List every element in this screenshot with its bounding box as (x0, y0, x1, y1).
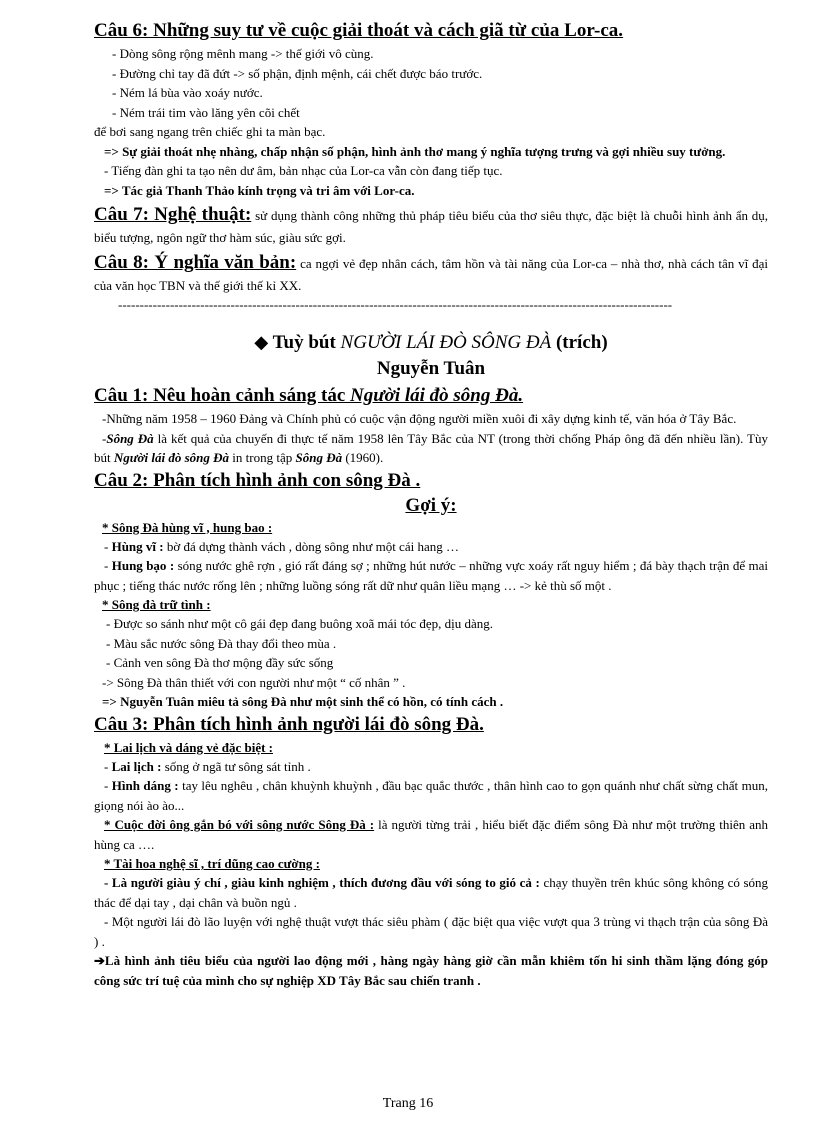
essay-title (94, 329, 768, 356)
q2-tru-tinh-2: - Màu sắc nước sông Đà thay đổi theo mùa . (106, 635, 337, 651)
q2-tru-tinh-4: -> Sông Đà thân thiết với con người như một “ cố nhân ” . (102, 674, 406, 690)
q1-p2-text-3: (1960). (342, 450, 384, 465)
q1-p2-work-title-3: Sông Đà (295, 450, 343, 465)
q6-conclusion-2: => Tác giả Thanh Thảo kính trọng và tri âm với Lor-ca. (104, 182, 415, 198)
q2-hint: Gợi ý: (405, 494, 457, 516)
essay-title-prefix: Tuỳ bút (268, 332, 341, 353)
q3-paragraph-2: - Một người lái đò lão luyện với nghệ thuật vượt thác siêu phàm ( đặc biệt qua việc vượt qua 3 trùng vi thạch trận của sông Đà ) . (94, 914, 768, 949)
q3-hinh-dang-text: tay lêu nghêu , chân khuỳnh khuỳnh , đầu bạc quắc thước , thân hình cao to gọn quánh như chất sừng chất mun, giọng nói ào ào... (94, 778, 768, 813)
q1-heading-italic: Người lái đò sông Đà. (350, 385, 524, 406)
question-8 (94, 250, 768, 296)
essay-author: Nguyễn Tuân (376, 358, 486, 379)
q1-paragraph-2 (94, 429, 768, 468)
q6-line-2: - Đường chỉ tay đã đứt -> số phận, định mệnh, cái chết được báo trước. (112, 65, 483, 81)
diamond-icon: ◆ (254, 332, 269, 352)
q3-sub-1: * Lai lịch và dáng vẻ đặc biệt : (104, 739, 274, 755)
page-number: Trang 16 (382, 1096, 434, 1111)
section-separator: -------------------------------------------------------------------------------------------------------------------------------- (118, 297, 673, 312)
q1-p2-prefix: - (102, 430, 107, 446)
q1-p2-text-1: là kết quả của chuyến đi thực tế năm 1958 lên Tây Bắc của NT (trong thời chống Pháp ông đã đến nhiều lần). Tùy bút (94, 430, 768, 465)
q6-line-6: - Tiếng đàn ghi ta tạo nên dư âm, bản nhạc của Lor-ca vẫn còn đang tiếp tục. (104, 163, 503, 178)
question-7-text: sử dụng thành công những thủ pháp tiêu biểu của thơ siêu thực, đặc biệt là chuỗi hình ảnh ẩn dụ, biểu tượng, ngôn ngữ thơ hàm súc, giàu sức gợi. (94, 208, 769, 245)
q3-lai-lich-label: Lai lịch : (111, 758, 162, 774)
q2-heading: Câu 2: Phân tích hình ảnh con sông Đà . (94, 469, 421, 491)
q3-paragraph-1 (94, 873, 768, 912)
q2-sub-1: * Sông Đà hùng vĩ , hung bao : (102, 519, 273, 535)
q1-p2-work-title-1: Sông Đà (106, 430, 154, 446)
q2-hung-vi: - Hùng vĩ : bờ đá dựng thành vách , dòng sông như một cái hang … (104, 538, 459, 554)
essay-title-suffix: (trích) (551, 332, 608, 353)
q3-hinh-dang: - Hình dáng : tay lêu nghêu , chân khuỳnh khuỳnh , đầu bạc quắc thước , thân hình cao to gọn quánh như chất sừng chất mun, giọng nói ào ào... (94, 778, 768, 813)
q6-conclusion-1: => Sự giải thoát nhẹ nhàng, chấp nhận số phận, hình ảnh thơ mang ý nghĩa tượng trưng và gợi nhiều suy tưởng. (104, 143, 726, 159)
q3-conclusion (94, 951, 768, 990)
q6-line-5: để bơi sang ngang trên chiếc ghi ta màn bạc. (94, 124, 326, 139)
q2-hung-bao-label: Hung bạo : (111, 558, 175, 573)
q2-tru-tinh-1: - Được so sánh như một cô gái đẹp đang buông xoã mái tóc đẹp, dịu dàng. (106, 616, 494, 631)
question-7-heading: Câu 7: Nghệ thuật: (94, 204, 252, 225)
question-6-heading: Câu 6: Những suy tư về cuộc giải thoát và cách giã từ của Lor-ca. (94, 20, 624, 41)
document-page (94, 18, 768, 990)
q3-lai-lich-text: sống ở ngã tư sông sát tỉnh . (161, 758, 311, 774)
q2-conclusion: => Nguyễn Tuân miêu tả sông Đà như một sinh thể có hồn, có tính cách . (102, 694, 504, 709)
q3-conclusion-text: Là hình ảnh tiêu biểu của người lao động mới , hàng ngày hàng giờ cần mẫn khiêm tốn hi sinh thầm lặng đóng góp công sức trí tuệ của mình cho sự nghiệp XD Tây Bắc sau chiến tranh . (94, 953, 768, 988)
q6-line-3: - Ném lá bùa vào xoáy nước. (112, 85, 263, 100)
q3-p1-bold: - Là người giàu ý chí , giàu kinh nghiệm , thích đương đầu với sóng to gió cả : (104, 875, 540, 890)
q6-line-1: - Dòng sông rộng mênh mang -> thế giới vô cùng. (112, 46, 374, 61)
q2-hung-bao-text: sóng nước ghê rợn , gió rất đáng sợ ; những hút nước – những vực xoáy rất nguy hiểm ; đá bày thạch trận để mai phục ; tiếng thác nước rống lên ; những luồng sóng rất dữ như quân liều mạng … -> kẻ thù số một . (94, 558, 768, 593)
q3-hinh-dang-label: Hình dáng : (111, 778, 179, 793)
q3-sub-3: * Tài hoa nghệ sĩ , trí dũng cao cường : (104, 856, 320, 871)
q3-sub-2: * Cuộc đời ông gắn bó với sông nước Sông Đà : (104, 817, 375, 832)
q3-sub-2-paragraph (94, 815, 768, 854)
question-8-heading: Câu 8: Ý nghĩa văn bản: (94, 251, 297, 273)
q3-p1-text: chạy thuyền trên khúc sông không có sóng thác để dại tay , dại chân và buồn ngủ . (94, 875, 768, 910)
q1-paragraph-1: -Những năm 1958 – 1960 Đảng và Chính phủ có cuộc vận động người miền xuôi đi xây dựng kinh tế, văn hóa ở Tây Bắc. (102, 411, 737, 426)
q1-heading-prefix: Câu 1: Nêu hoàn cảnh sáng tác (94, 385, 351, 406)
q3-lai-lich: - Lai lịch : sống ở ngã tư sông sát tỉnh . (104, 758, 311, 774)
q2-hung-vi-text: bờ đá dựng thành vách , dòng sông như một cái hang … (163, 538, 459, 554)
q1-heading (94, 383, 768, 409)
q6-line-4: - Ném trái tim vào lăng yên cõi chết (112, 104, 300, 120)
q1-p2-work-title-2: Người lái đò sông Đà (113, 450, 230, 465)
q2-hung-bao: - Hung bạo : sóng nước ghê rợn , gió rất đáng sợ ; những hút nước – những vực xoáy rất nguy hiểm ; đá bày thạch trận để mai phục ; tiếng thác nước rống lên ; những luồng sóng rất dữ như quân liều mạng … -> kẻ thù số một . (94, 558, 768, 593)
q3-sub-2-text: là người từng trải , hiểu biết đặc điểm sông Đà như một trường thiên anh hùng ca …. (94, 817, 768, 852)
q3-heading: Câu 3: Phân tích hình ảnh người lái đò sông Đà. (94, 713, 484, 735)
essay-title-italic: NGƯỜI LÁI ĐÒ SÔNG ĐÀ (340, 332, 552, 353)
q2-hung-vi-label: Hùng vĩ : (111, 538, 164, 554)
q2-tru-tinh-3: - Cảnh ven sông Đà thơ mộng đầy sức sống (106, 655, 334, 670)
q2-sub-2: * Sông đà trữ tình : (102, 597, 211, 612)
question-8-text: ca ngợi vẻ đẹp nhân cách, tâm hồn và tài năng của Lor-ca – nhà thơ, nhà cách tân vĩ đại của văn học TBN và thế giới thế kỉ XX. (94, 255, 768, 293)
arrow-right-icon: ➔ (94, 953, 105, 968)
question-7 (94, 202, 768, 248)
q1-p2-text-2: in trong tập (229, 450, 296, 465)
